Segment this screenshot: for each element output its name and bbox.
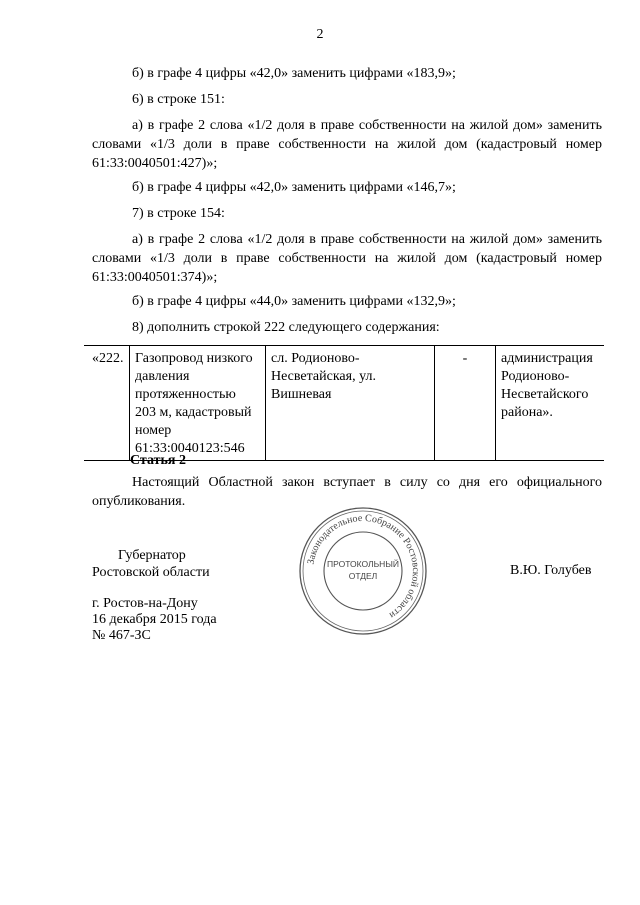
article-heading: Статья 2 [130,453,186,468]
paragraph-4b-first: б) в графе 4 цифры «42,0» заменить цифрами «183,9»; [132,66,456,81]
signature-title-line2: Ростовской области [92,565,210,580]
law-date: 16 декабря 2015 года [92,612,217,627]
place-date-block [92,596,217,644]
page-number: 2 [316,27,324,42]
table-row [84,346,604,461]
signature-name: В.Ю. Голубев [510,563,592,578]
signature-title [92,547,210,581]
law-number: № 467-ЗС [92,628,151,643]
article-text: Настоящий Областной закон вступает в силу со дня его официального опубликования. [92,475,602,509]
paragraph-154b: б) в графе 4 цифры «44,0» заменить цифрами «132,9»; [132,294,456,309]
amendment-table [84,345,604,461]
signature-title-line1: Губернатор [118,548,186,563]
stamp-ring-text: Законодательное Собрание Ростовской области [305,512,422,621]
place-city: г. Ростов-на-Дону [92,596,198,611]
row-number-cell: «222. [84,346,130,461]
stamp-center-line2: ОТДЕЛ [348,571,378,581]
paragraph-151a: а) в графе 2 слова «1/2 доля в праве собственности на жилой дом» заменить словами «1/3 доли в праве собственности на жилой дом (кадастровый номер 61:33:0040501:427)»; [92,118,602,171]
paragraph-151b: б) в графе 4 цифры «42,0» заменить цифрами «146,7»; [132,180,456,195]
official-stamp [297,505,429,637]
paragraph-154a: а) в графе 2 слова «1/2 доля в праве собственности на жилой дом» заменить словами «1/3 доли в праве собственности на жилой дом (кадастровый номер 61:33:0040501:374)»; [92,232,602,285]
area-cell: - [435,346,496,461]
paragraph-row-151: 6) в строке 151: [132,92,225,107]
owner-cell: администрация Родионово-Несветайского района». [496,346,605,461]
stamp-center-line1: ПРОТОКОЛЬНЫЙ [327,559,399,569]
object-cell: Газопровод низкого давления протяженностью 203 м, кадастровый номер 61:33:0040123:546 [130,346,266,461]
paragraph-row-222: 8) дополнить строкой 222 следующего содержания: [132,320,440,335]
address-cell: сл. Родионово-Несветайская, ул. Вишневая [266,346,435,461]
paragraph-row-154: 7) в строке 154: [132,206,225,221]
